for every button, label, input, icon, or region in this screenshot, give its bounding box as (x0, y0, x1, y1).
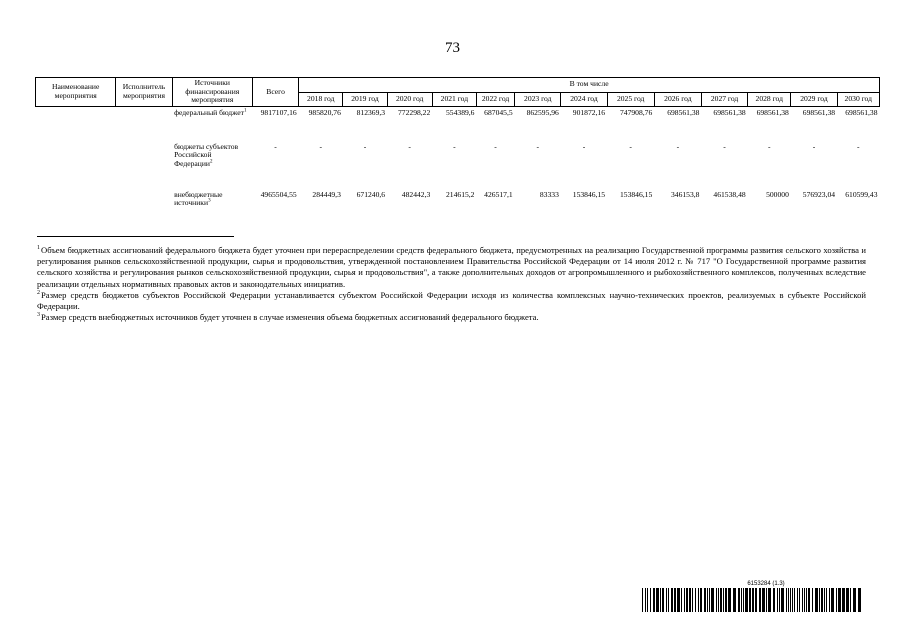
barcode-bar (836, 588, 837, 612)
barcode-bar (749, 588, 751, 612)
barcode-bar (686, 588, 688, 612)
barcode-bar (662, 588, 664, 612)
barcode-bar (766, 588, 767, 612)
footnote-text: Размер средств внебюджетных источников будет уточнен в случае изменения объема бюджетных ассигнований федерального бюджета. (41, 312, 539, 323)
cell-year-value: - (723, 141, 726, 151)
cell-year-value: - (319, 141, 323, 151)
barcode-bar (831, 588, 834, 612)
cell-year-value: - (768, 141, 771, 151)
barcode-bar (704, 588, 706, 612)
barcode-bar (642, 588, 643, 612)
cell-year-value: 901872,16 (572, 108, 606, 118)
barcode-bar (762, 588, 765, 612)
barcode (640, 588, 862, 612)
barcode-bar (689, 588, 691, 612)
footnote (37, 290, 866, 312)
cell-year-value: - (408, 141, 411, 151)
barcode-bar (806, 588, 807, 612)
cell-year-value: 153846,15 (619, 189, 653, 199)
barcode-bar (779, 588, 780, 612)
header-year: 2019 год (343, 92, 387, 107)
cell-year-value: - (494, 141, 497, 151)
barcode-bar (668, 588, 669, 612)
cell-source: бюджеты субъектов Российской Федерации$^2$ (174, 141, 239, 169)
header-year: 2018 год (299, 92, 343, 107)
cell-year-value: - (812, 141, 816, 151)
footnote-marker: 1 (37, 245, 40, 252)
header-executor: Исполнитель мероприятия (116, 78, 172, 107)
cell-total: - (274, 141, 277, 151)
header-group: В том числе (299, 78, 880, 93)
barcode-bar (842, 588, 845, 612)
funding-table (35, 77, 880, 219)
cell-year-value: 698561,38 (802, 108, 836, 118)
barcode-bar (786, 588, 787, 612)
header-source: Источники финансирования мероприятия (172, 78, 252, 107)
header-year: 2022 год (476, 92, 514, 107)
footnote-marker: 3 (37, 312, 40, 319)
barcode-bar (808, 588, 810, 612)
barcode-bar (858, 588, 861, 612)
header-year: 2025 год (607, 92, 654, 107)
barcode-bar (711, 588, 714, 612)
header-name: Наименование мероприятия (36, 78, 116, 107)
barcode-bar (794, 588, 795, 612)
cell-year-value: 862595,96 (526, 108, 559, 118)
cell-year-value: 985820,76 (308, 108, 341, 118)
cell-executor (116, 189, 172, 219)
footnote-marker: 2 (37, 289, 40, 296)
cell-year-value: 83333 (539, 189, 559, 199)
cell-year-value: 698561,38 (667, 108, 700, 118)
cell-executor (116, 107, 172, 141)
cell-year-value: 482442,3 (401, 189, 431, 199)
barcode-bar (709, 588, 710, 612)
barcode-bar (728, 588, 731, 612)
barcode-bar (781, 588, 784, 612)
cell-year-value: - (453, 141, 456, 151)
cell-year-value: 610599,43 (845, 189, 878, 199)
barcode-bar (815, 588, 818, 612)
barcode-bar (777, 588, 778, 612)
cell-year-value: 576923,04 (802, 189, 836, 199)
cell-year-value: - (536, 141, 540, 151)
cell-year-value: - (857, 141, 860, 151)
barcode-bar (853, 588, 856, 612)
barcode-bar (829, 588, 830, 612)
cell-year-value: - (629, 141, 632, 151)
cell-source: федеральный бюджет$^1$ (174, 108, 247, 118)
header-year: 2026 год (654, 92, 701, 107)
footnote-marker: 3 (208, 198, 211, 204)
cell-year-value: 698561,38 (713, 108, 746, 118)
barcode-bar (850, 588, 851, 612)
barcode-bar (759, 588, 761, 612)
barcode-bar (738, 588, 740, 612)
cell-year-value: 554389,6 (446, 108, 475, 118)
barcode-bar (821, 588, 823, 612)
barcode-bar (755, 588, 757, 612)
barcode-bar (645, 588, 646, 612)
header-year: 2027 год (701, 92, 747, 107)
barcode-bar (788, 588, 789, 612)
footnote (37, 312, 866, 323)
barcode-bar (671, 588, 673, 612)
cell-year-value: 346153,8 (670, 189, 700, 199)
cell-name (36, 107, 116, 141)
barcode-bar (681, 588, 682, 612)
barcode-bar (797, 588, 798, 612)
barcode-bar (707, 588, 708, 612)
barcode-bar (733, 588, 736, 612)
header-year: 2029 год (791, 92, 837, 107)
barcode-bar (666, 588, 667, 612)
cell-year-value: 812369,3 (356, 108, 386, 118)
barcode-bar (819, 588, 820, 612)
barcode-bar (650, 588, 651, 612)
barcode-bar (799, 588, 800, 612)
cell-year-value: 671240,6 (356, 189, 386, 199)
cell-year-value: - (582, 141, 586, 151)
cell-executor (116, 141, 172, 189)
barcode-bar (790, 588, 791, 612)
barcode-bar (804, 588, 805, 612)
barcode-bar (716, 588, 717, 612)
cell-year-value: 698561,38 (756, 108, 789, 118)
cell-total: 9817107,16 (260, 108, 297, 118)
table-row (36, 107, 880, 141)
header-year: 2021 год (432, 92, 476, 107)
footnote-separator (37, 236, 234, 237)
barcode-bar (838, 588, 841, 612)
barcode-bar (692, 588, 693, 612)
header-year: 2024 год (561, 92, 607, 107)
barcode-bar (743, 588, 744, 612)
footnote-marker: 2 (209, 159, 213, 165)
cell-year-value: 461538,48 (713, 189, 746, 199)
cell-name (36, 141, 116, 189)
barcode-bar (826, 588, 827, 612)
barcode-bar (700, 588, 702, 612)
barcode-bar (802, 588, 803, 612)
cell-year-value: 687045,5 (484, 108, 513, 118)
barcode-bar (647, 588, 648, 612)
header-total: Всего (252, 78, 298, 107)
barcode-bar (723, 588, 724, 612)
barcode-bar (725, 588, 727, 612)
footnote (37, 245, 866, 290)
cell-year-value: 426517,1 (484, 189, 513, 199)
barcode-bar (656, 588, 659, 612)
barcode-bar (653, 588, 655, 612)
barcode-bar (768, 588, 771, 612)
barcode-bar (792, 588, 793, 612)
barcode-bar (824, 588, 825, 612)
barcode-bar (752, 588, 754, 612)
header-year: 2030 год (837, 92, 879, 107)
barcode-bar (660, 588, 661, 612)
footnote-text: Объем бюджетных ассигнований федерального бюджета будет уточнен при перераспределении средств федерального бюджета, предусмотренных на реализацию Государственной программы развития сельского хозяйства и регулирования рынков сельскохозяйственной продукции, сырья и продовольствия, утвержденной постановлением Правительства Российской Федерации от 14 июля 2012 г. № 717 "О Государственной программе развития сельского хозяйства и регулирования рынков сельскохозяйственной продукции, сырья и продовольствия", а также дополнительных доходов от агропромышленного и рыбохозяйственного комплексов, полученных вследствие реализации отдельных нормативных правовых актов и законодательных инициатив. (37, 245, 866, 289)
barcode-bar (773, 588, 775, 612)
cell-year-value: 500000 (766, 189, 789, 199)
cell-year-value: 284449,3 (312, 189, 341, 199)
barcode-bar (674, 588, 676, 612)
footnote-text: Размер средств бюджетов субъектов Российской Федерации устанавливается субъектом Российской Федерации исходя из количества комплексных научно-технических проектов, реализуемых в субъекте Российской Федерации. (37, 289, 866, 312)
barcode-bar (695, 588, 696, 612)
cell-name (36, 189, 116, 219)
header-year: 2028 год (748, 92, 791, 107)
cell-year-value: 153846,15 (572, 189, 606, 199)
table-row (36, 189, 880, 219)
header-year: 2020 год (387, 92, 432, 107)
page-number: 73 (445, 40, 460, 56)
cell-year-value: 772298,22 (398, 108, 431, 118)
barcode-bar (698, 588, 699, 612)
cell-year-value: 214615,2 (446, 189, 475, 199)
cell-source: внебюджетные источники$^3$ (174, 189, 223, 208)
document-code: 6153284 (1.3) (747, 581, 785, 587)
barcode-bar (684, 588, 685, 612)
footnotes (37, 245, 866, 323)
table-row (36, 141, 880, 189)
barcode-bar (718, 588, 719, 612)
barcode-bar (812, 588, 813, 612)
barcode-bar (745, 588, 748, 612)
cell-year-value: - (363, 141, 367, 151)
cell-year-value: - (676, 141, 680, 151)
barcode-bar (846, 588, 849, 612)
barcode-bar (741, 588, 742, 612)
barcode-bar (677, 588, 680, 612)
header-year: 2023 год (515, 92, 561, 107)
cell-total: 4965504,55 (260, 189, 297, 199)
footnote-marker: 1 (244, 108, 247, 114)
cell-year-value: 747908,76 (619, 108, 653, 118)
cell-year-value: 698561,38 (845, 108, 878, 118)
barcode-bar (720, 588, 722, 612)
